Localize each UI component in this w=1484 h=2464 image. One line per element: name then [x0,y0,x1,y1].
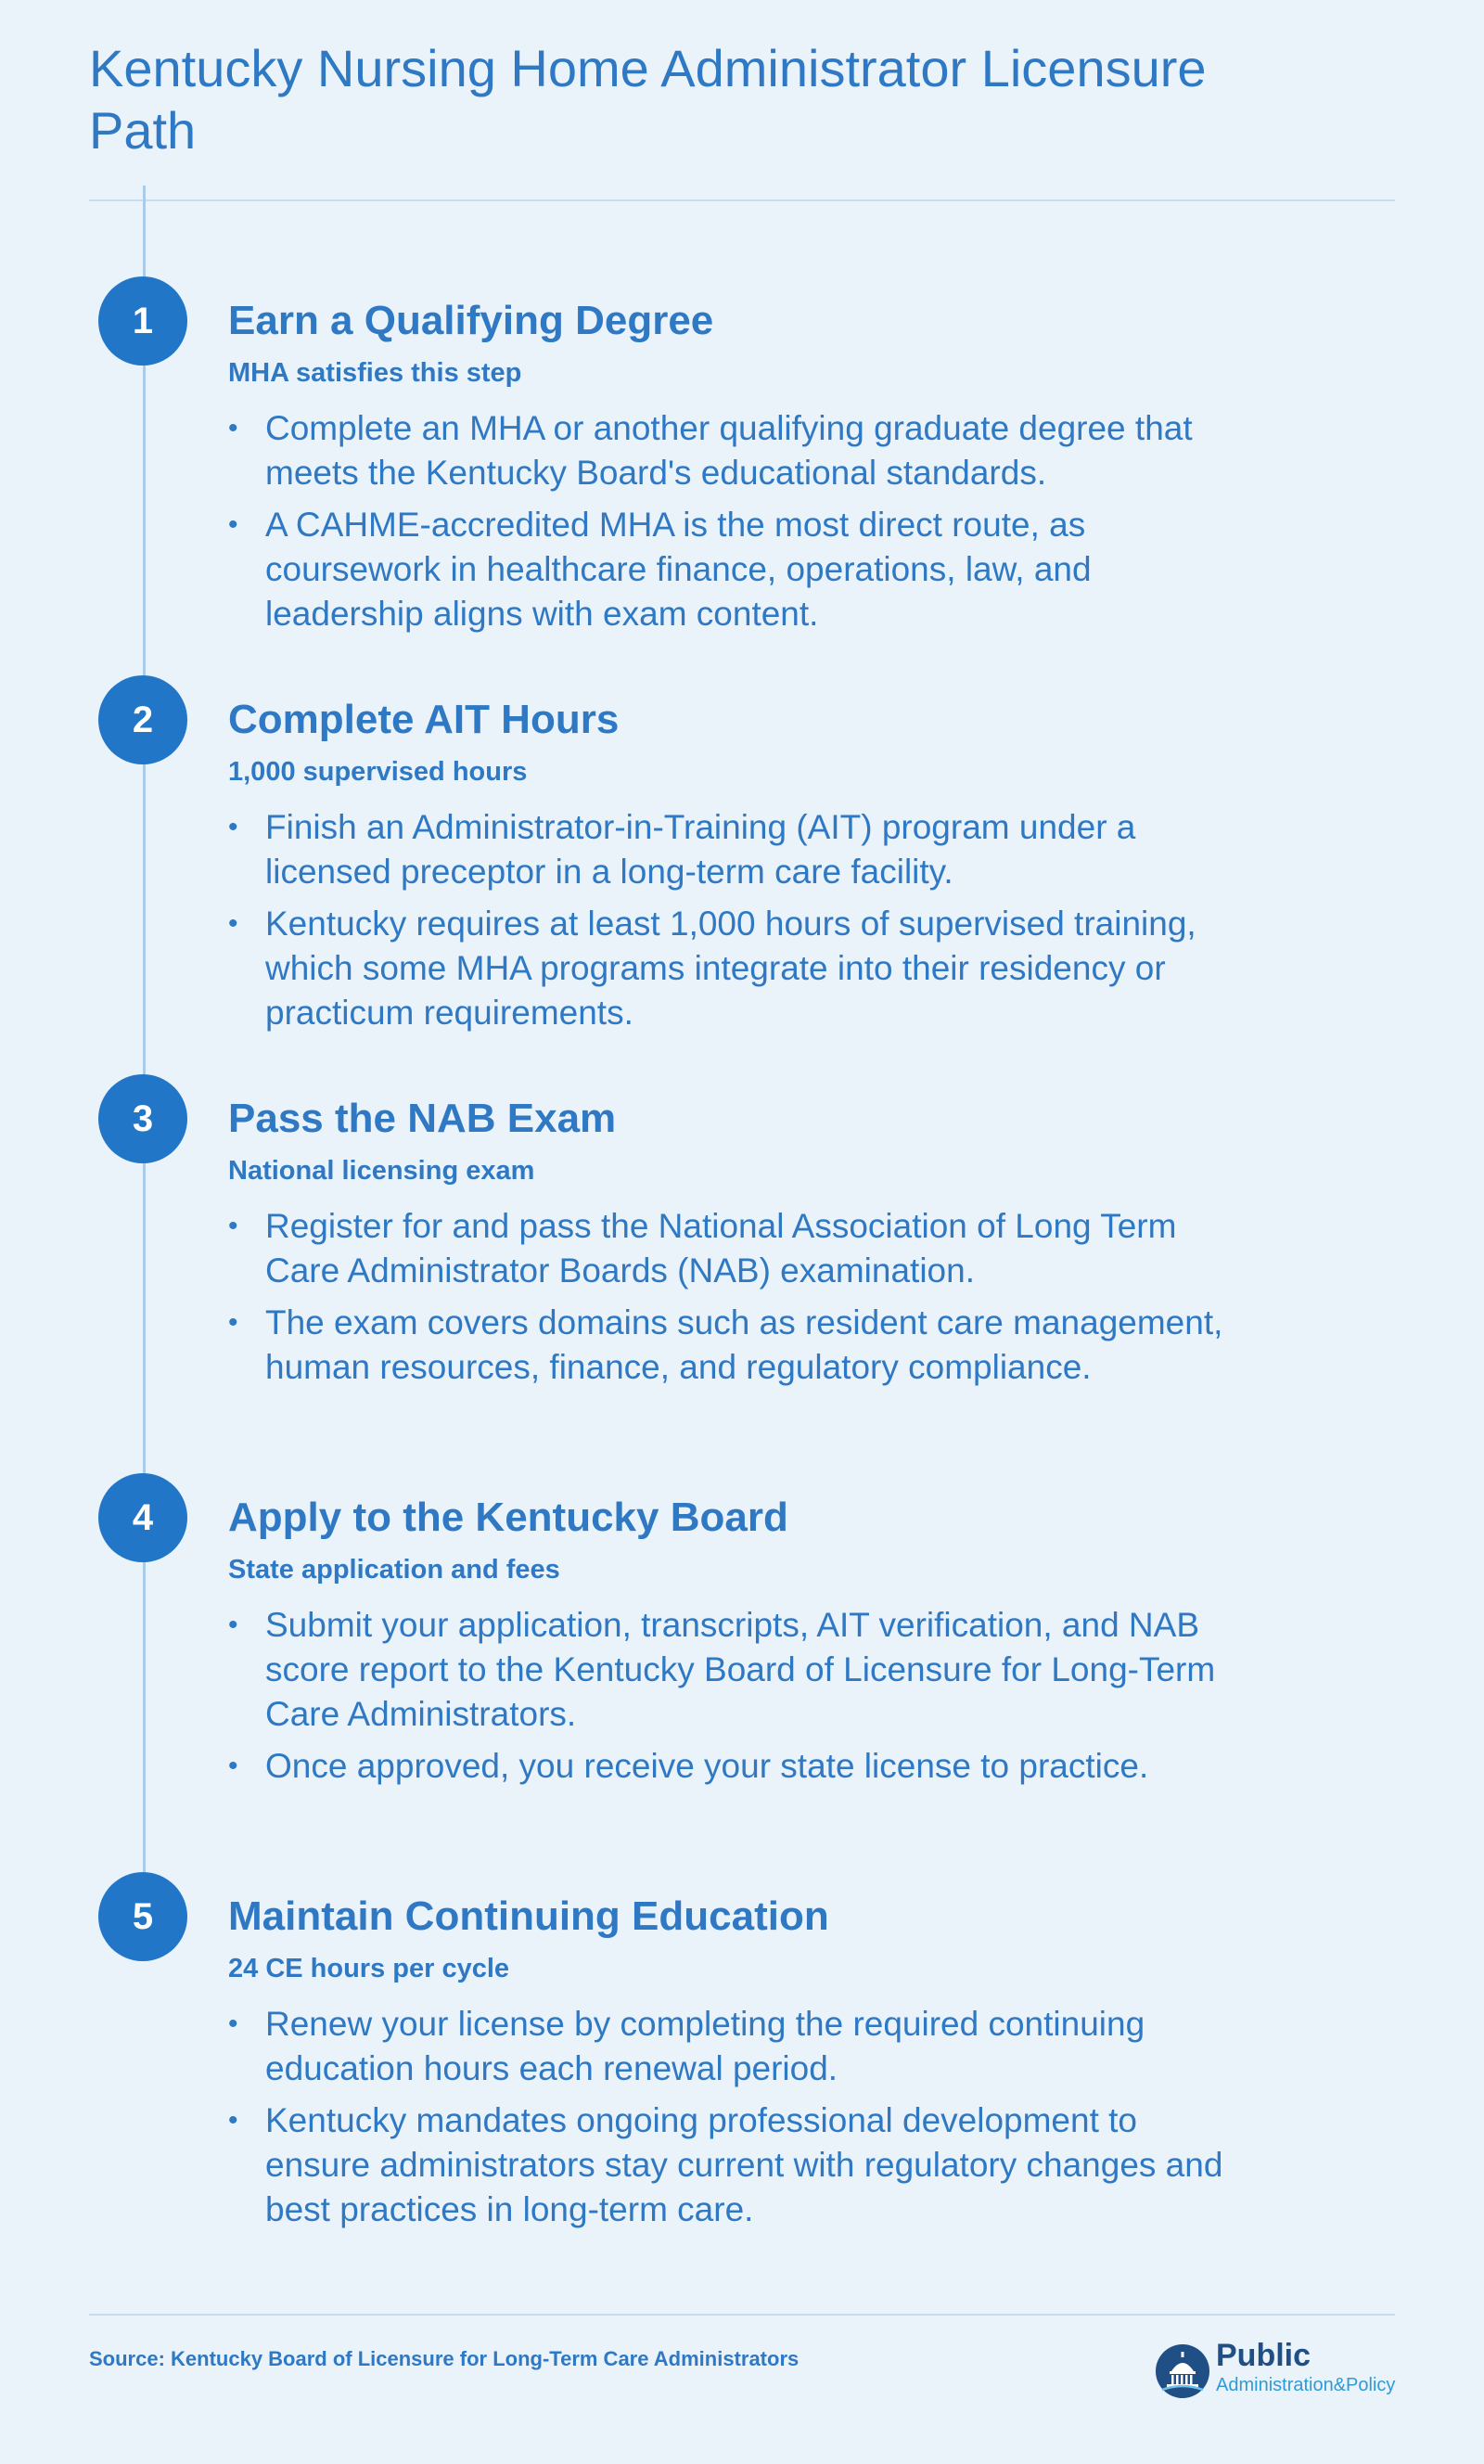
step-heading: Maintain Continuing Education [228,1893,829,1939]
step-number-badge: 1 [98,276,187,366]
bullet-icon: • [228,2105,238,2136]
list-item: • Submit your application, transcripts, AIT verification, and NAB score report to the Kentucky Board of Licensure for Long-Term Care Administrators. [228,1603,1230,1737]
step-number-badge: 2 [98,675,187,764]
bullet-icon: • [228,2008,238,2039]
capitol-dome-icon [1155,2343,1210,2399]
step-number-badge: 5 [98,1872,187,1961]
publisher-logo [1155,2338,1396,2403]
bullet-icon: • [228,1751,238,1781]
bullet-icon: • [228,413,238,443]
step-heading: Apply to the Kentucky Board [228,1495,788,1540]
bullet-icon: • [228,1307,238,1338]
list-item: • Register for and pass the National Association of Long Term Care Administrator Boards (NAB) examination. [228,1204,1230,1293]
list-item: • Once approved, you receive your state license to practice. [228,1744,1230,1789]
step-bullet-list [228,2002,1230,2239]
title-divider [89,199,1395,201]
logo-text-primary: Public [1216,2338,1311,2373]
list-item: • Kentucky mandates ongoing professional development to ensure administrators stay current with regulatory changes and best practices in long-term care. [228,2098,1230,2232]
timeline-line [143,186,146,1902]
step-bullet-list [228,406,1230,644]
list-item: • Complete an MHA or another qualifying graduate degree that meets the Kentucky Board's educational standards. [228,406,1230,495]
step-subheading: National licensing exam [228,1156,535,1186]
step-bullet-list [228,1204,1230,1397]
step-heading: Earn a Qualifying Degree [228,298,714,343]
bullet-icon: • [228,509,238,540]
step-heading: Pass the NAB Exam [228,1096,617,1141]
step-subheading: 24 CE hours per cycle [228,1954,510,1983]
step-bullet-list [228,1603,1230,1796]
step-subheading: State application and fees [228,1555,560,1585]
bullet-icon: • [228,1610,238,1640]
list-item: • Kentucky requires at least 1,000 hours of supervised training, which some MHA programs integrate into their residency or practicum requirements. [228,902,1230,1035]
step-subheading: MHA satisfies this step [228,358,522,388]
step-heading: Complete AIT Hours [228,697,620,742]
list-item: • The exam covers domains such as resident care management, human resources, finance, and regulatory compliance. [228,1301,1230,1390]
list-item: • Finish an Administrator-in-Training (AIT) program under a licensed preceptor in a long-term care facility. [228,805,1230,894]
bullet-icon: • [228,908,238,939]
logo-text-secondary: Administration&Policy [1216,2375,1396,2395]
list-item: • A CAHME-accredited MHA is the most direct route, as coursework in healthcare finance, operations, law, and leadership aligns with exam content. [228,503,1230,636]
bullet-icon: • [228,1211,238,1241]
step-subheading: 1,000 supervised hours [228,757,528,787]
page-title: Kentucky Nursing Home Administrator Licensure Path [89,39,1207,160]
list-item: • Renew your license by completing the required continuing education hours each renewal period. [228,2002,1230,2091]
bullet-icon: • [228,812,238,842]
step-number-badge: 4 [98,1473,187,1562]
footer-divider [89,2314,1395,2316]
step-bullet-list [228,805,1230,1043]
source-citation: Source: Kentucky Board of Licensure for Long-Term Care Administrators [89,2347,800,2370]
step-number-badge: 3 [98,1074,187,1163]
